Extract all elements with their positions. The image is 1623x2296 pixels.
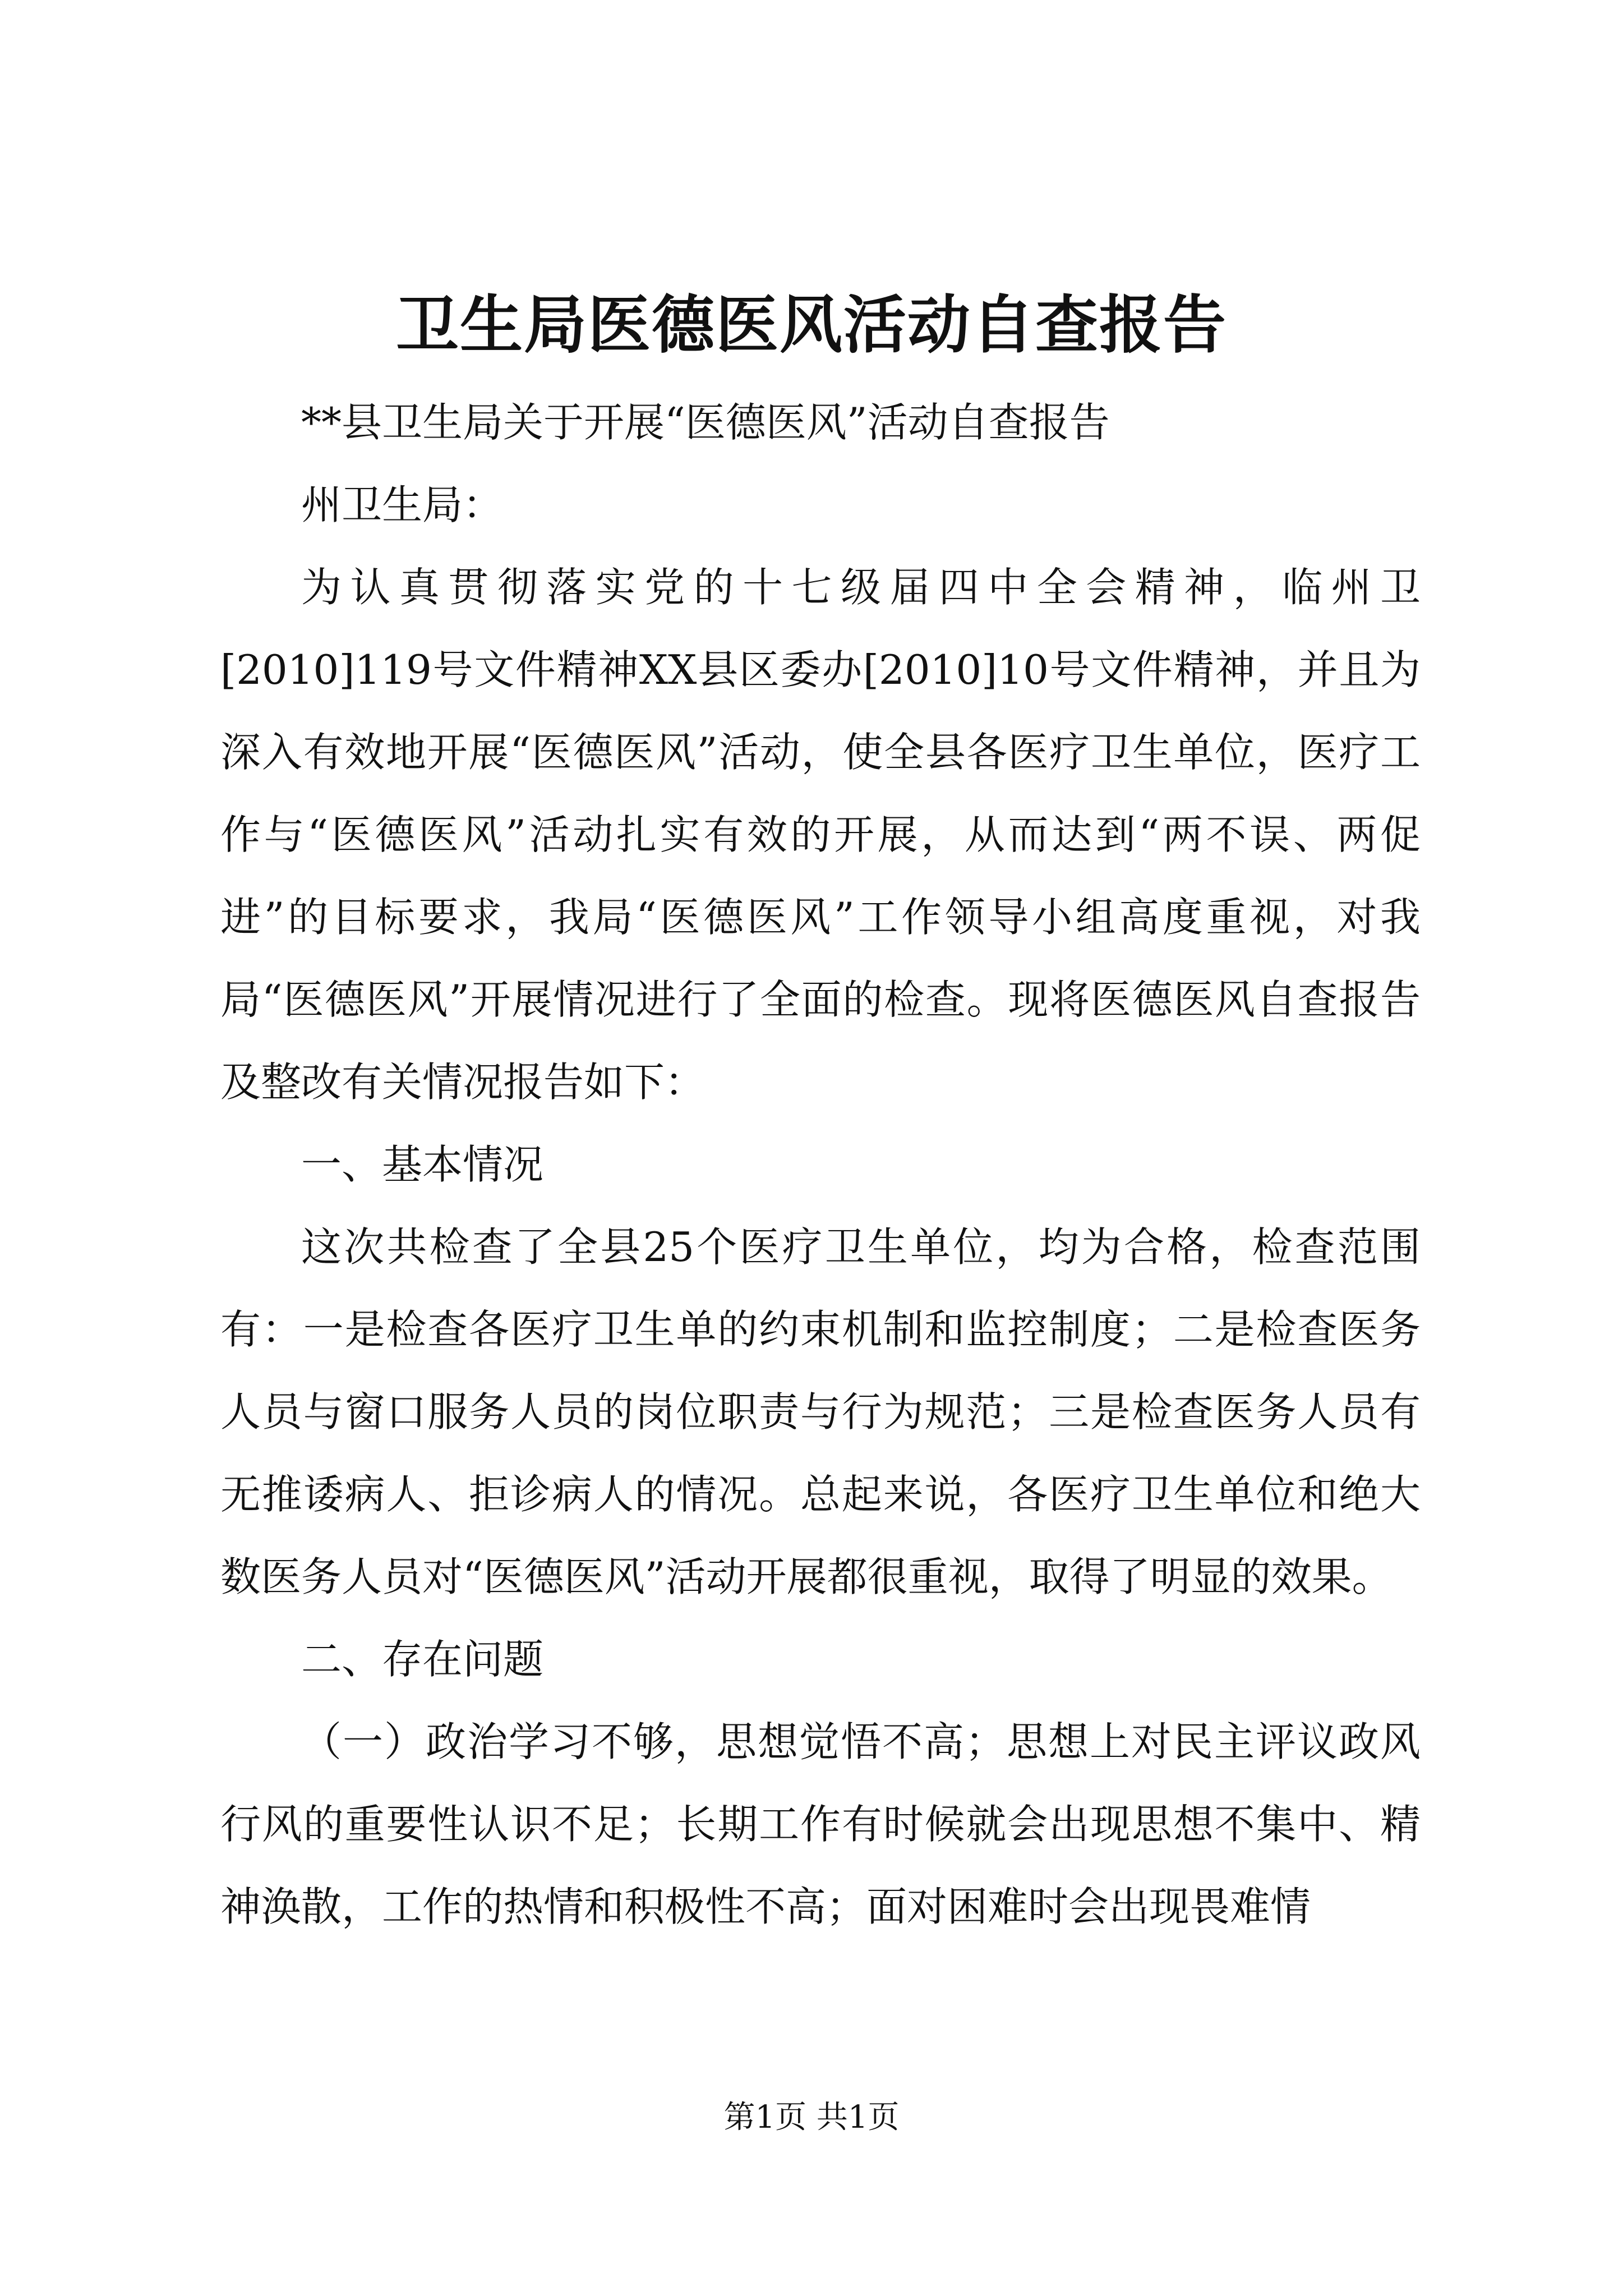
section-heading-basic: 一、基本情况 xyxy=(301,1141,544,1188)
document-title: 卫生局医德医风活动自查报告 xyxy=(396,288,1227,362)
basic-situation-paragraph: 这次共检查了全县25个医疗卫生单位，均为合格，检查范围有：一是检查各医疗卫生单的约束机制和监控制度；二是检查医务人员与窗口服务人员的岗位职责与行为规范；三是检查医务人员有无推诿病人、拒诊病人的情况。总起来说，各医疗卫生单位和绝大数医务人员对“医德医风”活动开展都很重视，取得了明显的效果。 xyxy=(220,1223,1421,1600)
intro-paragraph: 为认真贯彻落实党的十七级届四中全会精神，临州卫[2010]119号文件精神XX县区委办[2010]10号文件精神，并且为深入有效地开展“医德医风”活动，使全县各医疗卫生单位，医疗工作与“医德医风”活动扎实有效的开展，从而达到“两不误、两促进”的目标要求，我局“医德医风”工作领导小组高度重视，对我局“医德医风”开展情况进行了全面的检查。现将医德医风自查报告及整改有关情况报告如下： xyxy=(220,564,1421,1106)
problem-paragraph-1: （一）政治学习不够，思想觉悟不高；思想上对民主评议政风行风的重要性认识不足；长期工作有时候就会出现思想不集中、精神涣散，工作的热情和积极性不高；面对困难时会出现畏难情 xyxy=(220,1718,1421,1930)
report-subtitle: **县卫生局关于开展“医德医风”活动自查报告 xyxy=(301,399,1110,446)
page-footer: 第1页 共1页 xyxy=(723,2099,900,2136)
section-heading-problems: 二、存在问题 xyxy=(301,1636,544,1683)
addressee: 州卫生局： xyxy=(301,481,504,528)
document-body xyxy=(220,381,1421,1948)
